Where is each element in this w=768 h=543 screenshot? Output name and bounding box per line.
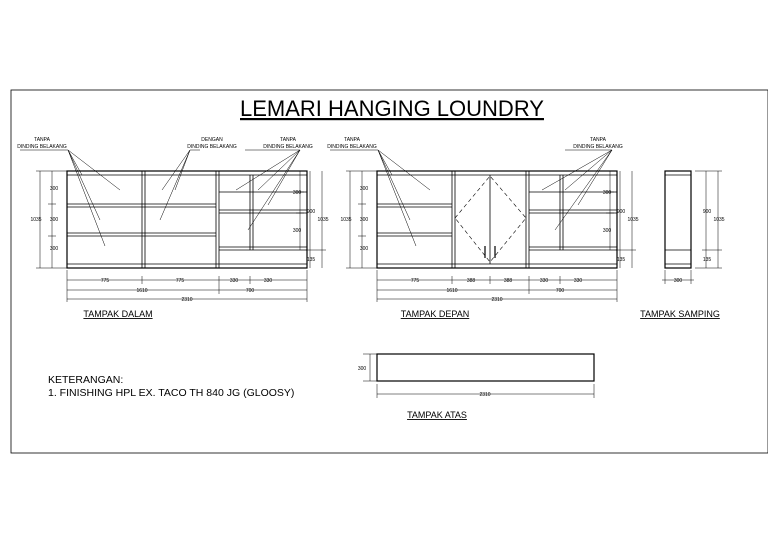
note-dinding-5: DINDING BELAKANG — [573, 144, 623, 150]
keterangan-heading: KETERANGAN: — [48, 374, 124, 386]
dim-900-c: 900 — [702, 209, 712, 215]
dim-300-d2: 300 — [602, 228, 612, 234]
dim-330-c: 330 — [539, 278, 549, 284]
dim-700-b: 700 — [555, 288, 565, 294]
note-tanpa-2: TANPA — [280, 137, 296, 143]
dim-1035-b: 1035 — [317, 217, 329, 223]
dim-775-a: 775 — [100, 278, 110, 284]
cabinet-outline-dalam — [67, 171, 307, 268]
leader-lines-depan — [330, 150, 612, 246]
label-tampak-depan: TAMPAK DEPAN — [400, 309, 470, 319]
dim-300-d1: 300 — [602, 190, 612, 196]
dim-1610-b: 1610 — [446, 288, 458, 294]
dim-300-a2: 300 — [49, 217, 59, 223]
dim-900-b: 900 — [616, 209, 626, 215]
dim-1035-a: 1035 — [30, 217, 42, 223]
dim-775-b: 775 — [175, 278, 185, 284]
dim-135-b: 135 — [616, 257, 626, 263]
note-dengan-1: DENGAN — [201, 137, 223, 143]
dim-775-c: 775 — [410, 278, 420, 284]
view-tampak-samping — [640, 171, 725, 319]
dim-388-a: 388 — [466, 278, 476, 284]
dim-1035-d: 1035 — [627, 217, 639, 223]
dim-330-d: 330 — [573, 278, 583, 284]
dim-2310-b: 2310 — [491, 297, 503, 303]
keterangan-block — [48, 374, 294, 399]
note-tanpa-1: TANPA — [34, 137, 50, 143]
label-tampak-atas: TAMPAK ATAS — [407, 410, 467, 420]
dim-300-c1: 300 — [359, 186, 369, 192]
cabinet-side — [665, 171, 691, 268]
keterangan-item-1: 1. FINISHING HPL EX. TACO TH 840 JG (GLOOSY) — [48, 387, 295, 399]
cabinet-top — [377, 354, 594, 381]
dim-2310-a: 2310 — [181, 297, 193, 303]
label-tampak-dalam: TAMPAK DALAM — [83, 309, 153, 319]
dim-700-a: 700 — [245, 288, 255, 294]
note-dinding-1: DINDING BELAKANG — [17, 144, 67, 150]
dim-300-c3: 300 — [359, 246, 369, 252]
dim-300-e: 300 — [673, 278, 683, 284]
dim-135-c: 135 — [702, 257, 712, 263]
note-dinding-3: DINDING BELAKANG — [263, 144, 313, 150]
note-tanpa-3: TANPA — [344, 137, 360, 143]
dim-300-b1: 300 — [292, 190, 302, 196]
dim-388-b: 388 — [503, 278, 513, 284]
dim-300-a1: 300 — [49, 186, 59, 192]
dim-300-a3: 300 — [49, 246, 59, 252]
dim-1610-a: 1610 — [136, 288, 148, 294]
view-tampak-atas — [358, 354, 594, 420]
dim-1035-e: 1035 — [713, 217, 725, 223]
dim-300-b2: 300 — [292, 228, 302, 234]
door-swing-lines — [455, 176, 526, 262]
dim-1035-c: 1035 — [340, 217, 352, 223]
dim-330-b: 330 — [263, 278, 273, 284]
dim-300-f: 300 — [357, 366, 367, 372]
view-tampak-depan — [327, 137, 639, 319]
label-tampak-samping: TAMPAK SAMPING — [640, 309, 720, 319]
dim-900-a: 900 — [306, 209, 316, 215]
note-dinding-2: DINDING BELAKANG — [187, 144, 237, 150]
note-tanpa-4: TANPA — [590, 137, 606, 143]
view-tampak-dalam — [17, 137, 329, 319]
dim-330-a: 330 — [229, 278, 239, 284]
drawing-title: LEMARI HANGING LOUNDRY — [240, 96, 544, 121]
leader-lines-dalam — [20, 150, 300, 246]
dim-300-c2: 300 — [359, 217, 369, 223]
dim-2310-c: 2310 — [479, 392, 491, 398]
dim-135-a: 135 — [306, 257, 316, 263]
note-dinding-4: DINDING BELAKANG — [327, 144, 377, 150]
